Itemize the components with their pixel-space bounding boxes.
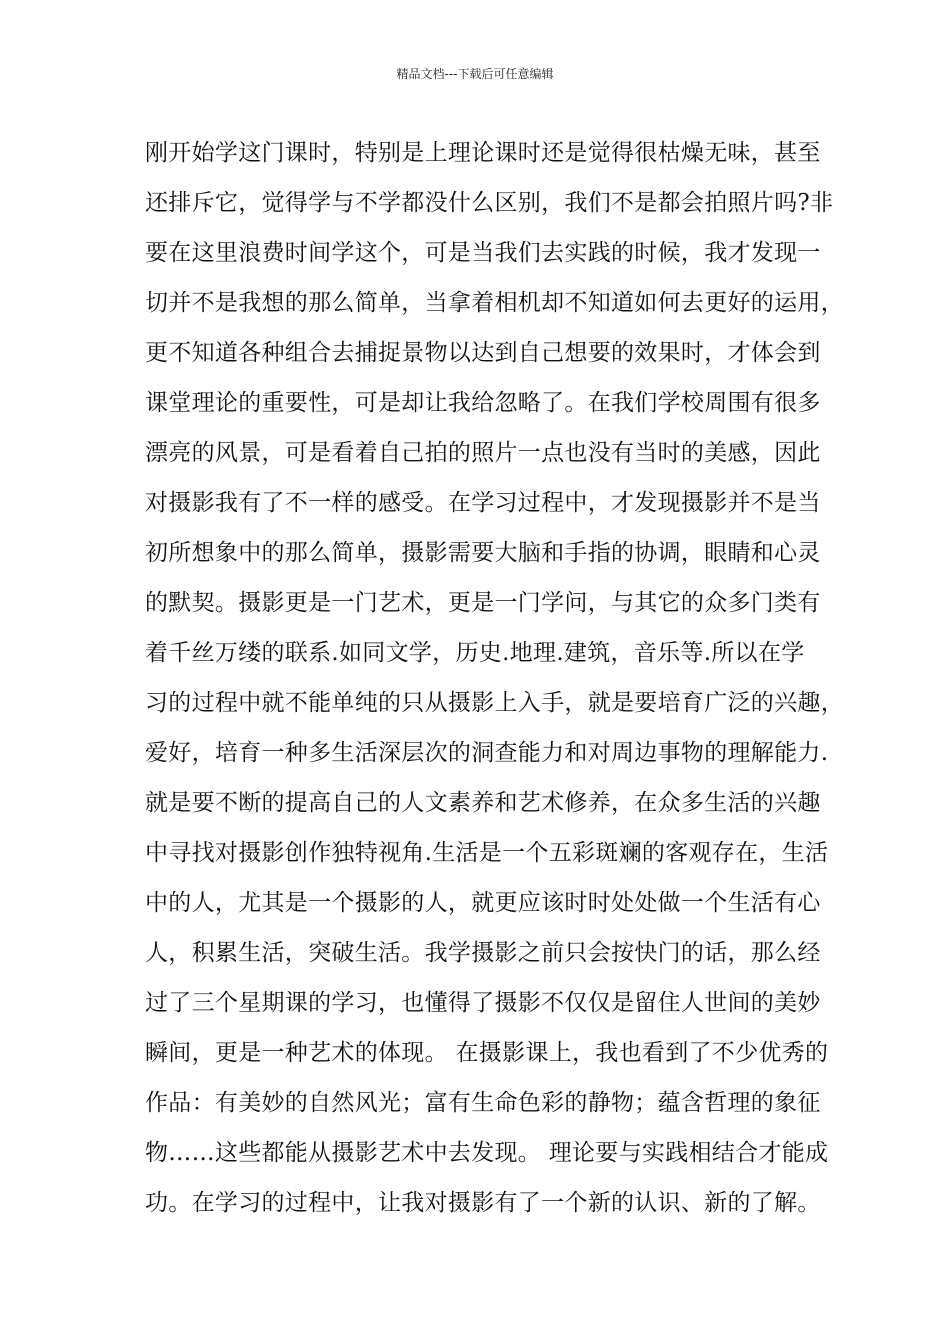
- text-line: 漂亮的风景，可是看着自己拍的照片一点也没有当时的美感，因此: [145, 440, 821, 466]
- text-line: 切并不是我想的那么简单，当拿着相机却不知道如何去更好的运用，: [145, 290, 844, 316]
- text-line: 就是要不断的提高自己的人文素养和艺术修养，在众多生活的兴趣: [145, 790, 821, 816]
- text-line: 对摄影我有了不一样的感受。在学习过程中，才发现摄影并不是当: [145, 490, 821, 516]
- text-line: 中寻找对摄影创作独特视角.生活是一个五彩斑斓的客观存在，生活: [145, 840, 829, 866]
- page-header: 精品文档---下载后可任意编辑: [396, 67, 554, 81]
- text-line: 瞬间，更是一种艺术的体现。 在摄影课上，我也看到了不少优秀的: [145, 1040, 829, 1066]
- text-line: 更不知道各种组合去捕捉景物以达到自己想要的效果时，才体会到: [145, 340, 821, 366]
- text-line: 习的过程中就不能单纯的只从摄影上入手，就是要培育广泛的兴趣，: [145, 690, 844, 716]
- text-line: 物……这些都能从摄影艺术中去发现。 理论要与实践相结合才能成: [145, 1140, 829, 1166]
- text-line: 着千丝万缕的联系.如同文学，历史.地理.建筑，音乐等.所以在学: [145, 640, 805, 666]
- text-line: 还排斥它，觉得学与不学都没什么区别，我们不是都会拍照片吗?非: [145, 190, 834, 216]
- text-line: 人，积累生活，突破生活。我学摄影之前只会按快门的话，那么经: [145, 940, 821, 966]
- text-line: 要在这里浪费时间学这个，可是当我们去实践的时候，我才发现一: [145, 240, 821, 266]
- text-line: 刚开始学这门课时，特别是上理论课时还是觉得很枯燥无味，甚至: [145, 140, 821, 166]
- text-line: 中的人，尤其是一个摄影的人，就更应该时时处处做一个生活有心: [145, 890, 821, 916]
- text-line: 爱好，培育一种多生活深层次的洞查能力和对周边事物的理解能力.: [145, 740, 829, 766]
- text-line: 过了三个星期课的学习，也懂得了摄影不仅仅是留住人世间的美妙: [145, 990, 821, 1016]
- body-paragraph: [145, 128, 844, 1228]
- text-line: 功。在学习的过程中，让我对摄影有了一个新的认识、新的了解。: [145, 1190, 821, 1216]
- text-line: 的默契。摄影更是一门艺术，更是一门学问，与其它的众多门类有: [145, 590, 821, 616]
- text-line: 初所想象中的那么简单，摄影需要大脑和手指的协调，眼睛和心灵: [145, 540, 821, 566]
- text-line: 作品：有美妙的自然风光；富有生命色彩的静物；蕴含哲理的象征: [145, 1090, 821, 1116]
- text-line: 课堂理论的重要性，可是却让我给忽略了。在我们学校周围有很多: [145, 390, 821, 416]
